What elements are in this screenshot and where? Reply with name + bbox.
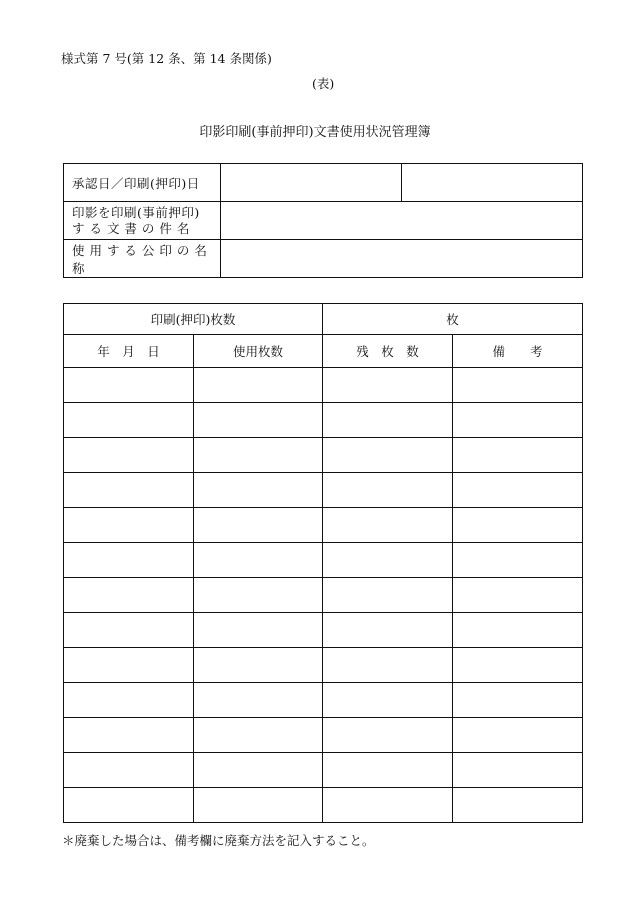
column-header-date: 年 月 日 [64, 335, 194, 368]
info-table [63, 163, 583, 278]
table-row [64, 438, 583, 473]
table-row [64, 648, 583, 683]
used-count-cell[interactable] [194, 508, 323, 543]
used-count-cell[interactable] [194, 403, 323, 438]
used-count-cell[interactable] [194, 578, 323, 613]
remaining-count-cell[interactable] [323, 438, 453, 473]
document-row [64, 202, 583, 240]
remarks-cell[interactable] [453, 543, 583, 578]
table-row [64, 473, 583, 508]
table-row [64, 578, 583, 613]
date-cell[interactable] [64, 543, 194, 578]
remarks-cell[interactable] [453, 508, 583, 543]
date-cell[interactable] [64, 368, 194, 403]
remarks-cell[interactable] [453, 613, 583, 648]
approval-date-label: 承認日／印刷(押印)日 [64, 164, 221, 202]
used-count-cell[interactable] [194, 788, 323, 823]
remaining-count-cell[interactable] [323, 648, 453, 683]
remarks-cell[interactable] [453, 473, 583, 508]
document-name-label [64, 202, 221, 240]
date-cell[interactable] [64, 788, 194, 823]
seal-name-field[interactable] [221, 240, 583, 278]
print-count-label: 印刷(押印)枚数 [64, 304, 323, 335]
used-count-cell[interactable] [194, 368, 323, 403]
remarks-cell[interactable] [453, 403, 583, 438]
remarks-cell[interactable] [453, 683, 583, 718]
remaining-count-cell[interactable] [323, 613, 453, 648]
document-title: 印影印刷(事前押印)文書使用状況管理簿 [199, 125, 431, 140]
date-cell[interactable] [64, 753, 194, 788]
table-row [64, 683, 583, 718]
print-count-unit: 枚 [446, 312, 459, 327]
table-row [64, 753, 583, 788]
remaining-count-cell[interactable] [323, 578, 453, 613]
date-cell[interactable] [64, 683, 194, 718]
date-cell[interactable] [64, 438, 194, 473]
date-cell[interactable] [64, 613, 194, 648]
used-count-cell[interactable] [194, 648, 323, 683]
usage-log-body [64, 368, 583, 823]
footnote: ＊廃棄した場合は、備考欄に廃棄方法を記入すること。 [62, 833, 375, 848]
column-header-row [64, 335, 583, 368]
print-date-field[interactable] [402, 164, 583, 202]
remaining-count-cell[interactable] [323, 543, 453, 578]
usage-log-table [63, 303, 583, 823]
seal-row [64, 240, 583, 278]
document-name-field[interactable] [221, 202, 583, 240]
table-row [64, 788, 583, 823]
used-count-cell[interactable] [194, 613, 323, 648]
remaining-count-cell[interactable] [323, 473, 453, 508]
remaining-count-cell[interactable] [323, 718, 453, 753]
date-cell[interactable] [64, 403, 194, 438]
used-count-cell[interactable] [194, 718, 323, 753]
remaining-count-cell[interactable] [323, 403, 453, 438]
remarks-cell[interactable] [453, 578, 583, 613]
print-count-row [64, 304, 583, 335]
remarks-cell[interactable] [453, 438, 583, 473]
table-row [64, 543, 583, 578]
used-count-cell[interactable] [194, 543, 323, 578]
approval-date-field[interactable] [221, 164, 402, 202]
column-header-used: 使用枚数 [194, 335, 323, 368]
used-count-cell[interactable] [194, 753, 323, 788]
remarks-cell[interactable] [453, 368, 583, 403]
date-cell[interactable] [64, 718, 194, 753]
table-row [64, 508, 583, 543]
document-name-label-line1: 印影を印刷(事前押印) [72, 204, 200, 220]
date-cell[interactable] [64, 648, 194, 683]
seal-name-label: 使 用 す る 公 印 の 名 称 [64, 240, 221, 278]
column-header-remarks: 備 考 [453, 335, 583, 368]
date-cell[interactable] [64, 508, 194, 543]
remaining-count-cell[interactable] [323, 753, 453, 788]
table-row [64, 403, 583, 438]
document-name-label-line2: す る 文 書 の 件 名 [72, 220, 190, 236]
remarks-cell[interactable] [453, 648, 583, 683]
date-cell[interactable] [64, 473, 194, 508]
form-number: 様式第 7 号(第 12 条、第 14 条関係) [61, 51, 272, 66]
remaining-count-cell[interactable] [323, 368, 453, 403]
remarks-cell[interactable] [453, 788, 583, 823]
used-count-cell[interactable] [194, 473, 323, 508]
side-label: (表) [312, 76, 335, 91]
remarks-cell[interactable] [453, 753, 583, 788]
remaining-count-cell[interactable] [323, 508, 453, 543]
table-row [64, 613, 583, 648]
approval-row [64, 164, 583, 202]
print-count-field[interactable] [323, 304, 583, 335]
remaining-count-cell[interactable] [323, 683, 453, 718]
column-header-remaining: 残 枚 数 [323, 335, 453, 368]
remaining-count-cell[interactable] [323, 788, 453, 823]
table-row [64, 718, 583, 753]
remarks-cell[interactable] [453, 718, 583, 753]
table-row [64, 368, 583, 403]
date-cell[interactable] [64, 578, 194, 613]
used-count-cell[interactable] [194, 438, 323, 473]
used-count-cell[interactable] [194, 683, 323, 718]
